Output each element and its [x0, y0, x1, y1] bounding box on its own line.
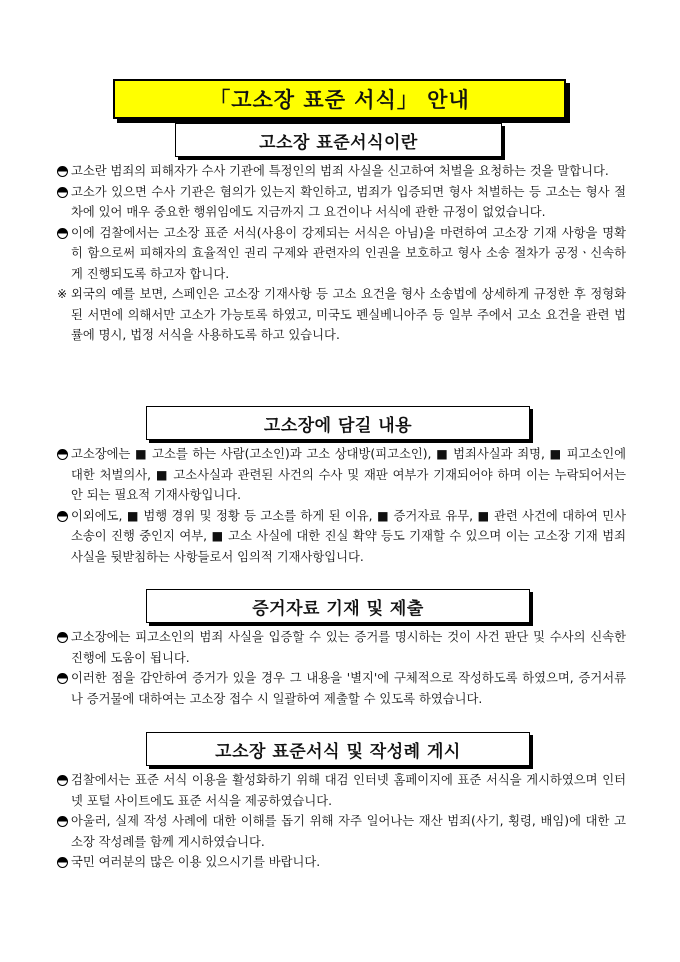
section-heading-definition: 고소장 표준서식이란: [175, 123, 502, 157]
list-item-text: 검찰에서는 표준 서식 이용을 활성화하기 위해 대검 인터넷 홈페이지에 표준 서식을 게시하였으며 인터넷 포털 사이트에도 표준 서식을 제공하였습니다.: [71, 773, 626, 808]
section-body-evidence: [56, 627, 626, 709]
section-heading-contents: 고소장에 담길 내용: [146, 406, 530, 440]
list-item-text: 이에 검찰에서는 고소장 표준 서식(사용이 강제되는 서식은 아님)을 마련하여 고소장 기재 사항을 명확히 함으로써 피해자의 효율적인 권리 구제와 관련자의 인권을 보호하고 형사 소송 절차가 공정ㆍ신속하게 진행되도록 하고자 합니다.: [71, 225, 626, 281]
list-item: [56, 444, 626, 506]
bullet-icon: [56, 182, 71, 223]
bullet-icon: [56, 668, 71, 709]
section-heading-evidence: 증거자료 기재 및 제출: [146, 589, 530, 623]
list-item: [56, 627, 626, 668]
section-body-definition: [56, 161, 626, 346]
list-item: [56, 811, 626, 852]
list-item: [56, 668, 626, 709]
list-item: [56, 182, 626, 223]
list-item: [56, 161, 626, 182]
list-item-text: 고소란 범죄의 피해자가 수사 기관에 특정인의 범죄 사실을 신고하여 처벌을 요청하는 것을 말합니다.: [71, 164, 609, 178]
list-item: [56, 506, 626, 568]
bullet-icon: [56, 506, 71, 568]
list-item-text: 고소가 있으면 수사 기관은 혐의가 있는지 확인하고, 범죄가 입증되면 형사 처벌하는 등 고소는 형사 절차에 있어 매우 중요한 행위임에도 지금까지 그 요건이나 서식에 관한 규정이 없었습니다.: [71, 184, 626, 219]
bullet-icon: [56, 811, 71, 852]
reference-mark-icon: ※: [57, 287, 68, 301]
list-item-text: 고소장에는 피고소인의 범죄 사실을 입증할 수 있는 증거를 명시하는 것이 사건 판단 및 수사의 신속한 진행에 도움이 됩니다.: [71, 630, 626, 665]
bullet-icon: [56, 223, 71, 285]
note-text: 외국의 예를 보면, 스페인은 고소장 기재사항 등 고소 요건을 형사 소송법에 상세하게 규정한 후 정형화된 서면에 의해서만 고소가 가능토록 하였고, 미국도 펜실베니아주 등 일부 주에서 고소 요건을 관련 법률에 명시, 법정 서식을 사용하도록 하고 있습니다.: [71, 287, 626, 342]
note-item: [56, 284, 626, 346]
list-item-text: 아울러, 실제 작성 사례에 대한 이해를 돕기 위해 자주 일어나는 재산 범죄(사기, 횡령, 배임)에 대한 고소장 작성례를 함께 게시하였습니다.: [71, 814, 626, 849]
list-item: [56, 770, 626, 811]
bullet-icon: [56, 770, 71, 811]
bullet-icon: [56, 852, 71, 873]
bullet-icon: [56, 444, 71, 506]
list-item: [56, 223, 626, 285]
list-item-text: 이러한 점을 감안하여 증거가 있을 경우 그 내용을 '별지'에 구체적으로 작성하도록 하였으며, 증거서류나 증거물에 대하여는 고소장 접수 시 일괄하여 제출할 수 있도록 하였습니다.: [71, 671, 626, 706]
page-title: 「고소장 표준 서식」 안내: [113, 79, 566, 119]
list-item-text: 고소장에는 ■ 고소를 하는 사람(고소인)과 고소 상대방(피고소인), ■ 범죄사실과 죄명, ■ 피고소인에 대한 처벌의사, ■ 고소사실과 관련된 사건의 수사 및 재판 여부가 기재되어야 하며 이는 누락되어서는 안 되는 필요적 기재사항입니다.: [71, 447, 626, 502]
list-item-text: 이외에도, ■ 범행 경위 및 정황 등 고소를 하게 된 이유, ■ 증거자료 유무, ■ 관련 사건에 대하여 민사소송이 진행 중인지 여부, ■ 고소 사실에 대한 진실 확약 등도 기재할 수 있으며 이는 고소장 기재 범죄 사실을 뒷받침하는 사항들로서 임의적 기재사항입니다.: [71, 508, 626, 564]
section-body-posting: [56, 770, 626, 873]
section-body-contents: [56, 444, 626, 567]
section-heading-posting: 고소장 표준서식 및 작성례 게시: [146, 732, 530, 766]
list-item-text: 국민 여러분의 많은 이용 있으시기를 바랍니다.: [71, 855, 321, 869]
bullet-icon: [56, 627, 71, 668]
list-item: [56, 852, 626, 873]
bullet-icon: [56, 161, 71, 182]
